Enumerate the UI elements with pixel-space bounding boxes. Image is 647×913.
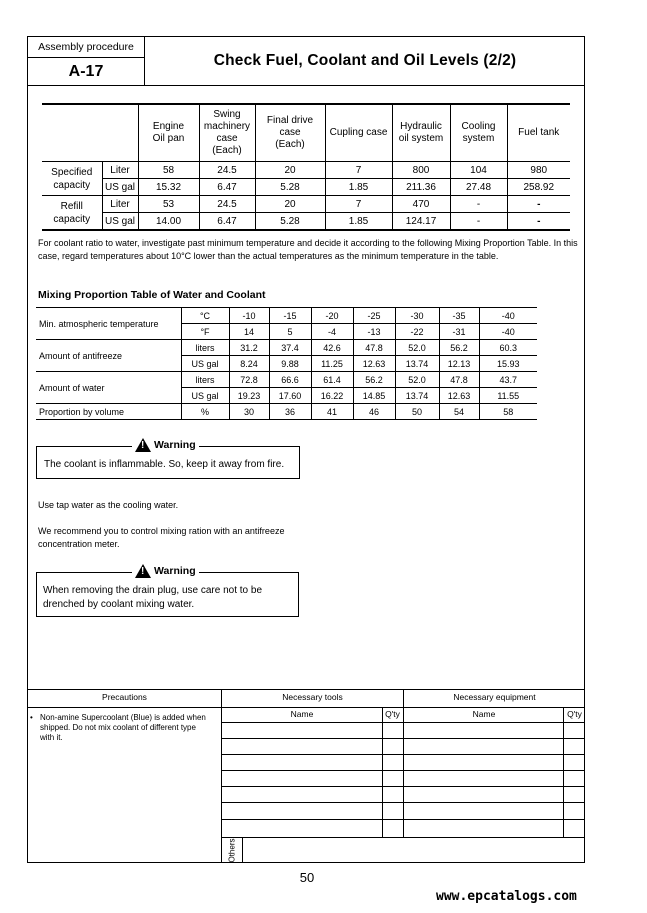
warning-title: Warning [154, 565, 196, 577]
equipment-header: Necessary equipment [453, 692, 536, 702]
mixing-unit: % [181, 404, 229, 420]
equipment-qty-header: Q'ty [567, 709, 582, 719]
mixing-value: 58 [479, 404, 537, 420]
mixing-value: 46 [353, 404, 395, 420]
column-header-line: (Each) [275, 139, 305, 150]
precaution-line: shipped. Do not mix coolant of different type [40, 723, 196, 732]
warning-triangle-icon: ! [135, 564, 151, 578]
capacity-group-label [42, 196, 102, 231]
capacity-value: 211.36 [392, 179, 450, 196]
capacity-column-header [450, 104, 507, 162]
mixing-row-label: Amount of antifreeze [36, 340, 181, 372]
capacity-value: 5.28 [255, 213, 325, 231]
tools-name-header: Name [290, 709, 314, 719]
page-number: 50 [299, 870, 315, 885]
column-header-line: machinery [203, 121, 251, 132]
mixing-value: -22 [395, 324, 439, 340]
mixing-value: -40 [479, 324, 537, 340]
mixing-value: -4 [311, 324, 353, 340]
capacity-value: 104 [450, 162, 507, 179]
mixing-value: -35 [439, 308, 479, 324]
mixing-value: 72.8 [229, 372, 269, 388]
mixing-value: 13.74 [395, 388, 439, 404]
mixing-value: 14.85 [353, 388, 395, 404]
mixing-table [36, 307, 537, 420]
mixing-unit: °C [181, 308, 229, 324]
procedure-id: A-17 [68, 62, 104, 80]
capacity-group-label [42, 162, 102, 196]
column-header-line: Oil pan [152, 133, 185, 144]
mixing-value: 61.4 [311, 372, 353, 388]
mixing-value: -30 [395, 308, 439, 324]
equipment-name-header: Name [472, 709, 496, 719]
capacity-value: 1.85 [325, 213, 392, 231]
capacity-column-header [507, 104, 570, 162]
capacity-value: 24.5 [199, 162, 255, 179]
capacity-value: 7 [325, 162, 392, 179]
recommend-line: We recommend you to control mixing ration with an antifreeze [38, 526, 285, 536]
warning-heading [132, 437, 199, 453]
mixing-value: 47.8 [439, 372, 479, 388]
mixing-value: 14 [229, 324, 269, 340]
tap-water-note: Use tap water as the cooling water. [38, 500, 179, 510]
column-header-line: case [216, 133, 238, 144]
capacity-value: 20 [255, 162, 325, 179]
footer-grid-line [563, 707, 564, 838]
mixing-unit: liters [181, 372, 229, 388]
mixing-value: 37.4 [269, 340, 311, 356]
capacity-value: 6.47 [199, 213, 255, 231]
mixing-value: 56.2 [353, 372, 395, 388]
mixing-value: 54 [439, 404, 479, 420]
footer-grid-line [27, 689, 585, 690]
capacity-column-header [199, 104, 255, 162]
mixing-value: 9.88 [269, 356, 311, 372]
column-header-line: oil system [398, 133, 444, 144]
mixing-value: 52.0 [395, 372, 439, 388]
capacity-value: 124.17 [392, 213, 450, 231]
recommend-line: concentration meter. [38, 539, 120, 549]
mixing-value: 13.74 [395, 356, 439, 372]
mixing-row-label: Proportion by volume [36, 404, 181, 420]
bullet-icon: • [30, 713, 33, 722]
precautions-header: Precautions [102, 692, 147, 702]
mixing-row-label: Amount of water [36, 372, 181, 404]
capacity-value: 58 [138, 162, 199, 179]
mixing-unit: US gal [181, 356, 229, 372]
column-header-line: Engine [152, 121, 185, 132]
footer-grid-line [382, 707, 383, 838]
capacity-value: 24.5 [199, 196, 255, 213]
capacity-value: 14.00 [138, 213, 199, 231]
mixing-value: 11.55 [479, 388, 537, 404]
group-label-line: capacity [53, 179, 91, 191]
capacity-value: 980 [507, 162, 570, 179]
footer-grid-line [27, 707, 585, 708]
warning-text [43, 584, 262, 612]
precaution-text [40, 713, 222, 743]
warning-line: drenched by coolant mixing water. [43, 599, 195, 610]
mixing-value: 5 [269, 324, 311, 340]
column-header-line: case [279, 127, 301, 138]
mixing-value: 12.63 [353, 356, 395, 372]
mixing-value: 52.0 [395, 340, 439, 356]
column-header-line: Cupling case [329, 127, 388, 138]
column-header-line: system [462, 133, 495, 144]
mixing-value: 16.22 [311, 388, 353, 404]
mixing-value: 36 [269, 404, 311, 420]
warning-line: When removing the drain plug, use care not to be [43, 585, 263, 596]
capacity-value: 800 [392, 162, 450, 179]
group-label-line: Refill [60, 200, 83, 212]
capacity-value: 20 [255, 196, 325, 213]
capacity-value: 1.85 [325, 179, 392, 196]
capacity-unit: US gal [102, 179, 138, 196]
capacity-value: 258.92 [507, 179, 570, 196]
warning-title: Warning [154, 439, 196, 451]
capacity-value: 15.32 [138, 179, 199, 196]
mixing-value: 60.3 [479, 340, 537, 356]
mixing-table-title: Mixing Proportion Table of Water and Coolant [38, 289, 266, 301]
group-label-line: capacity [53, 213, 91, 225]
mixing-value: 11.25 [311, 356, 353, 372]
column-header-line: Final drive [266, 115, 314, 126]
column-header-line: Cooling [461, 121, 496, 132]
mixing-value: 42.6 [311, 340, 353, 356]
warning-triangle-icon: ! [135, 438, 151, 452]
mixing-value: -15 [269, 308, 311, 324]
mixing-value: 12.13 [439, 356, 479, 372]
mixing-value: 43.7 [479, 372, 537, 388]
precaution-line: with it. [40, 733, 63, 742]
others-label-cell [224, 838, 244, 862]
mixing-value: 66.6 [269, 372, 311, 388]
mixing-value: -40 [479, 308, 537, 324]
column-header-line: Hydraulic [400, 121, 442, 132]
page-title: Check Fuel, Coolant and Oil Levels (2/2) [213, 52, 517, 69]
mixing-value: 41 [311, 404, 353, 420]
mixing-value: 50 [395, 404, 439, 420]
mixing-value: 31.2 [229, 340, 269, 356]
assembly-procedure-label: Assembly procedure [38, 41, 134, 53]
precaution-line: Non-amine Supercoolant (Blue) is added when [40, 713, 206, 722]
mixing-row-label: Min. atmospheric temperature [36, 308, 181, 340]
mixing-value: 12.63 [439, 388, 479, 404]
capacity-value: - [450, 196, 507, 213]
capacity-value: 5.28 [255, 179, 325, 196]
column-header-line: Swing [213, 109, 241, 120]
mixing-value: 19.23 [229, 388, 269, 404]
warning-heading [132, 563, 199, 579]
coolant-ratio-note: For coolant ratio to water, investigate past minimum temperature and decide it according to the following Mixing Proportion Table. In this case, regard temperatures about 10°C lower than the actual temperatures as the minimum temperature in the table. [38, 238, 578, 261]
mixing-value: 30 [229, 404, 269, 420]
capacity-unit: Liter [102, 196, 138, 213]
tools-qty-header: Q'ty [385, 709, 400, 719]
mixing-value: 56.2 [439, 340, 479, 356]
capacity-column-header [392, 104, 450, 162]
warning-text: The coolant is inflammable. So, keep it away from fire. [44, 459, 285, 470]
header-divider [27, 85, 585, 86]
capacity-unit: US gal [102, 213, 138, 231]
mixing-value: 15.93 [479, 356, 537, 372]
mixing-value: 8.24 [229, 356, 269, 372]
mixing-unit: liters [181, 340, 229, 356]
capacity-value: 7 [325, 196, 392, 213]
tools-header: Necessary tools [282, 692, 343, 702]
mixing-value: -31 [439, 324, 479, 340]
group-label-line: Specified [51, 166, 93, 178]
capacity-value: 53 [138, 196, 199, 213]
column-header-line: (Each) [212, 145, 242, 156]
watermark: www.epcatalogs.com [436, 889, 577, 904]
column-header-line: Fuel tank [518, 127, 560, 138]
capacity-column-header [255, 104, 325, 162]
mixing-unit: °F [181, 324, 229, 340]
capacity-value: 27.48 [450, 179, 507, 196]
capacity-column-header [325, 104, 392, 162]
recommend-note [38, 525, 284, 551]
capacity-value: - [507, 213, 570, 231]
capacity-column-header [138, 104, 199, 162]
mixing-unit: US gal [181, 388, 229, 404]
capacity-value: - [450, 213, 507, 231]
capacity-value: 6.47 [199, 179, 255, 196]
capacity-value: 470 [392, 196, 450, 213]
mixing-value: -13 [353, 324, 395, 340]
mixing-value: 17.60 [269, 388, 311, 404]
capacity-value: - [507, 196, 570, 213]
others-label: Others [227, 838, 237, 863]
capacity-unit: Liter [102, 162, 138, 179]
mixing-value: -20 [311, 308, 353, 324]
mixing-value: -25 [353, 308, 395, 324]
capacity-table [42, 103, 570, 231]
mixing-value: -10 [229, 308, 269, 324]
mixing-value: 47.8 [353, 340, 395, 356]
